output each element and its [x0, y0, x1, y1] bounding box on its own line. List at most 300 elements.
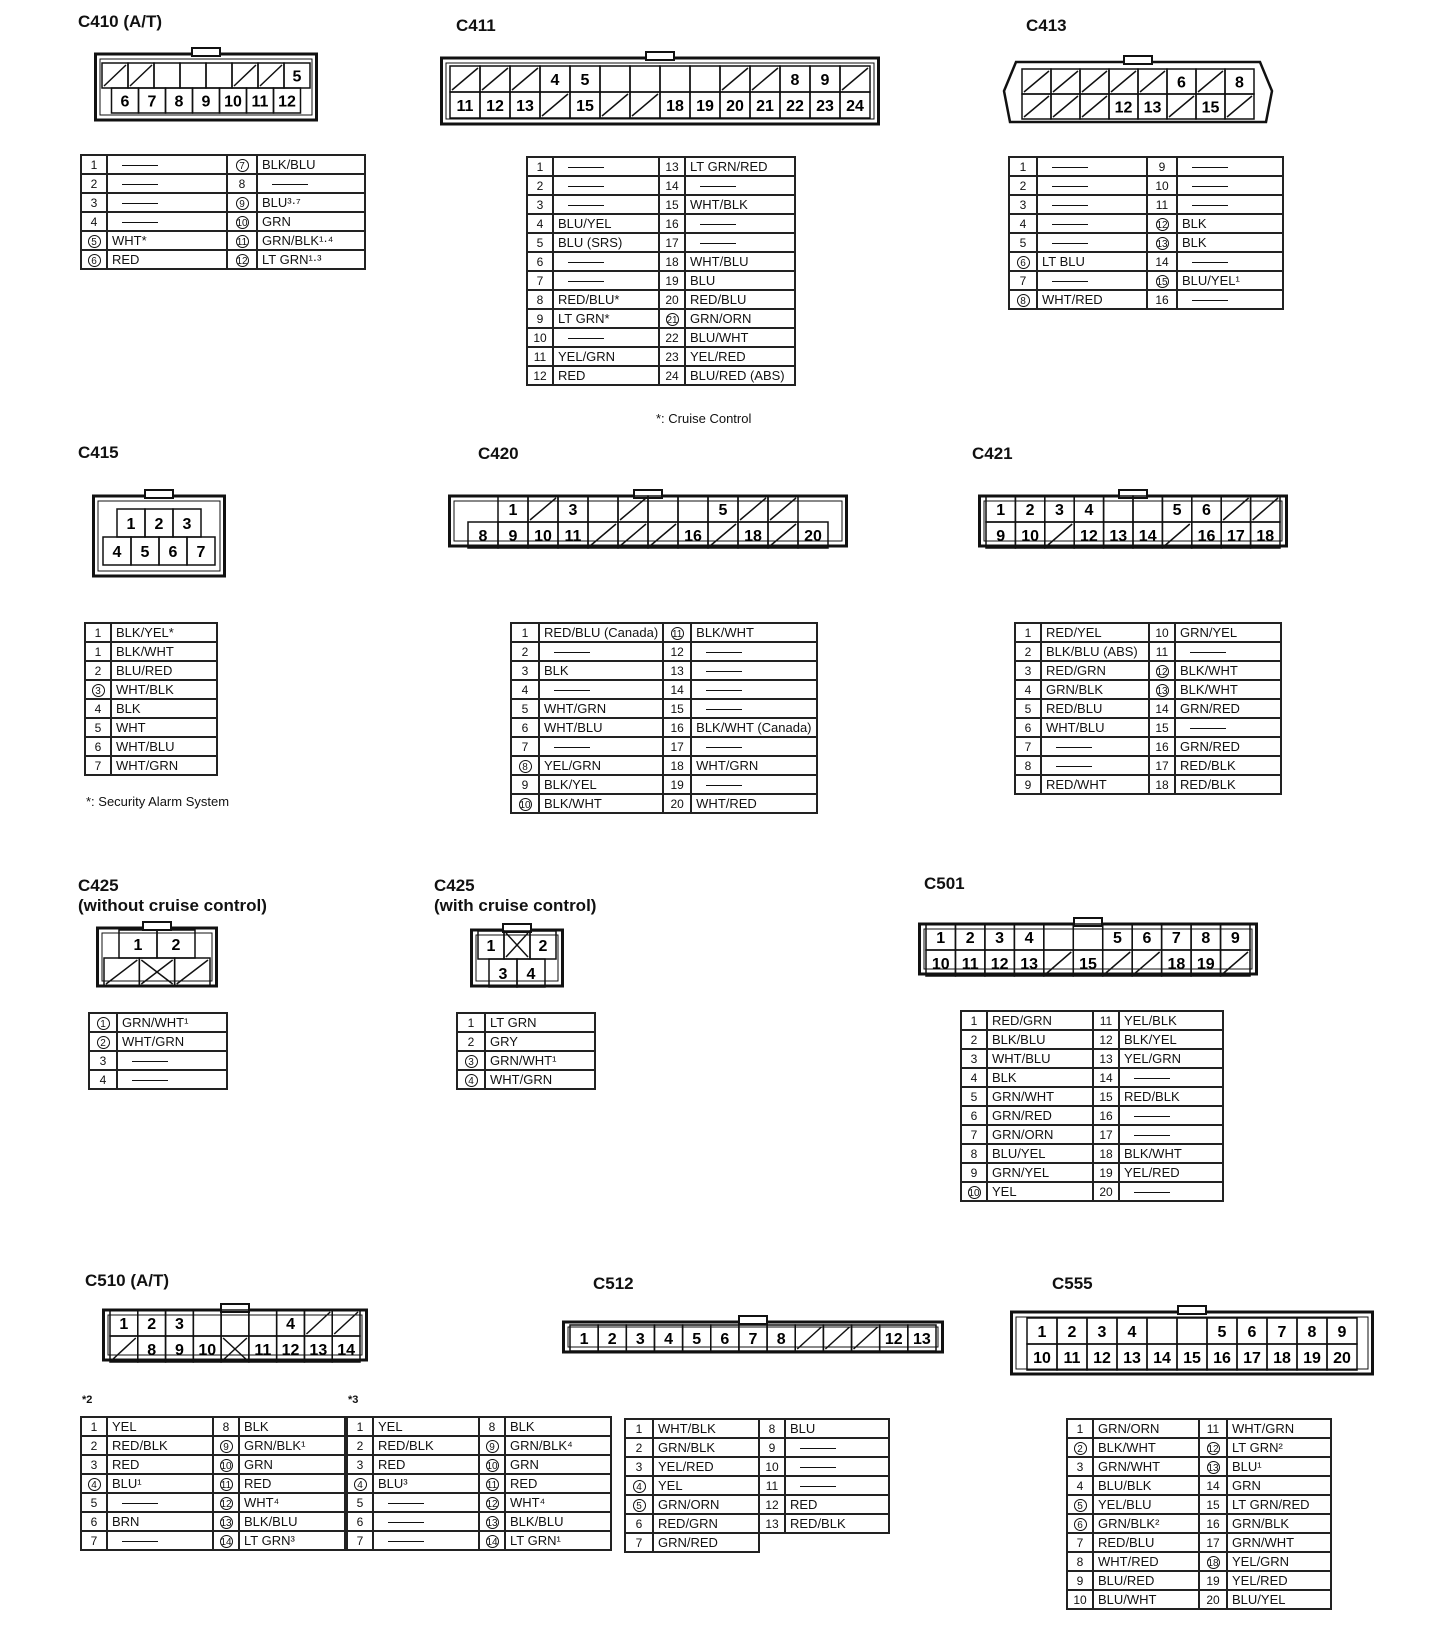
wire-color: BLU³·⁷: [257, 193, 365, 212]
wire-color: GRN/YEL: [987, 1163, 1093, 1182]
wire-color: BLK/WHT: [1175, 661, 1281, 680]
c425a-svg: [96, 922, 218, 988]
pin-number: 9: [759, 1438, 785, 1457]
pin-number: 3: [81, 193, 107, 212]
wire-color: [1177, 157, 1283, 176]
pin-number: 10: [759, 1457, 785, 1476]
wire-color: BLU/WHT: [685, 328, 795, 347]
cavity-number: 9: [508, 528, 518, 545]
wire-color: LT BLU: [1037, 252, 1147, 271]
pin-number: 8: [227, 174, 257, 193]
wire-color: WHT/GRN: [539, 699, 663, 718]
pin-number-circled: 10: [968, 1187, 980, 1199]
no-wire-dash: [122, 184, 158, 185]
connector-latch: [739, 1316, 767, 1324]
wire-color: BLK: [539, 661, 663, 680]
pin-number: 3: [1067, 1457, 1093, 1476]
pin-number: [511, 794, 539, 813]
no-wire-dash: [568, 281, 604, 282]
pin-number: [1199, 1457, 1227, 1476]
pin-number: 6: [527, 252, 553, 271]
wire-color: WHT/BLK: [685, 195, 795, 214]
pin-row: [961, 1144, 1223, 1163]
wire-color: [117, 1051, 227, 1070]
cavity-number: 18: [1167, 956, 1186, 973]
cavity-number: 17: [1227, 528, 1245, 545]
unused-cavity-mark: [1198, 71, 1223, 92]
pin-number: 5: [81, 1493, 107, 1512]
pin-number: [347, 1474, 373, 1493]
pin-number: 3: [347, 1455, 373, 1474]
empty-cell: [759, 1533, 785, 1552]
pin-row: [527, 252, 795, 271]
c415-title: C415: [78, 443, 119, 462]
unused-cavity-mark: [112, 1338, 136, 1360]
cavity-number: 18: [1256, 528, 1275, 545]
wire-color: WHT/GRN: [117, 1032, 227, 1051]
pin-row: [961, 1087, 1223, 1106]
cavity-number: 3: [1097, 1324, 1107, 1341]
unused-cavity-mark: [542, 94, 568, 116]
pin-number: 1: [457, 1013, 485, 1032]
cavity-number: 13: [1109, 528, 1128, 545]
unused-cavity-mark: [752, 68, 778, 90]
wire-color: YEL/GRN: [539, 756, 663, 775]
wire-color: GRN/ORN: [685, 309, 795, 328]
pin-number: [227, 155, 257, 174]
c510-pin-table-2: [80, 1416, 346, 1551]
pin-number-circled: 14: [220, 1536, 232, 1548]
no-wire-dash: [568, 205, 604, 206]
connector-latch: [1124, 56, 1152, 64]
pin-number: [213, 1531, 239, 1550]
pin-cavity: [1147, 1318, 1177, 1344]
pin-row: [457, 1070, 595, 1089]
pin-row: [625, 1457, 889, 1476]
pin-number-circled: 6: [1017, 256, 1030, 269]
pin-number: 5: [511, 699, 539, 718]
wire-color: LT GRN¹·³: [257, 250, 365, 269]
pin-cavity: [648, 496, 678, 522]
c425b-connector-face: [470, 924, 564, 988]
wire-color: RED/BLK: [1175, 775, 1281, 794]
pin-number: 4: [89, 1070, 117, 1089]
pin-row: [527, 366, 795, 385]
wire-color: BLK/WHT: [1175, 680, 1281, 699]
pin-row: [511, 680, 817, 699]
pin-row: [527, 309, 795, 328]
pin-cavity: [1177, 1318, 1207, 1344]
wire-color: GRN/WHT: [1227, 1533, 1331, 1552]
wire-color: LT GRN: [485, 1013, 595, 1032]
pin-number: [81, 250, 107, 269]
no-wire-dash: [1134, 1192, 1170, 1193]
pin-row: [1009, 233, 1283, 252]
c420-pin-table: [510, 622, 818, 814]
cavity-number: 8: [1307, 1324, 1317, 1341]
pin-number: [625, 1476, 653, 1495]
cavity-number: 12: [281, 1342, 300, 1359]
cavity-number: 10: [931, 956, 950, 973]
cavity-number: 5: [1172, 502, 1182, 519]
wire-color: [1119, 1068, 1223, 1087]
cavity-number: 2: [607, 1331, 617, 1348]
pin-number: 8: [961, 1144, 987, 1163]
pin-row: [1015, 699, 1281, 718]
wire-color: BLU/RED (ABS): [685, 366, 795, 385]
unused-cavity-mark: [234, 65, 256, 86]
cavity-number: 1: [486, 938, 496, 955]
unused-cavity-mark: [177, 960, 208, 984]
pin-number: 7: [85, 756, 111, 775]
wire-color: YEL/GRN: [1227, 1552, 1331, 1571]
wire-color: [553, 271, 659, 290]
pin-number-circled: 4: [633, 1480, 646, 1493]
pin-number: 9: [1015, 775, 1041, 794]
pin-row: [1009, 252, 1283, 271]
no-wire-dash: [122, 165, 158, 166]
wire-color: RED: [785, 1495, 889, 1514]
wire-color: BLU¹: [107, 1474, 213, 1493]
cavity-number: 13: [1123, 1350, 1141, 1367]
cavity-number: 4: [1084, 502, 1094, 519]
pin-row: [625, 1419, 889, 1438]
pin-number-circled: 11: [671, 628, 683, 640]
pin-row: [1067, 1514, 1331, 1533]
wire-color: YEL/RED: [685, 347, 795, 366]
pin-row: [85, 699, 217, 718]
cavity-number: 10: [1021, 528, 1039, 545]
pin-cavity: [1044, 924, 1073, 950]
wire-color: GRN/WHT: [987, 1087, 1093, 1106]
pin-number: [457, 1051, 485, 1070]
pin-row: [81, 1531, 345, 1550]
cavity-number: 3: [182, 516, 192, 533]
cavity-number: 1: [996, 502, 1006, 519]
no-wire-dash: [706, 671, 742, 672]
unused-cavity-mark: [482, 68, 508, 90]
wire-color: [1175, 642, 1281, 661]
pin-number: 4: [81, 212, 107, 231]
pin-number: 9: [1147, 157, 1177, 176]
wire-color: WHT/RED: [691, 794, 816, 813]
wire-color: WHT/BLK: [111, 680, 217, 699]
pin-number: 1: [81, 155, 107, 174]
wire-color: [1041, 756, 1149, 775]
wire-color: RED/BLK: [373, 1436, 479, 1455]
pin-number: 5: [961, 1087, 987, 1106]
pin-cavity: [221, 1310, 249, 1336]
unused-cavity-mark: [1105, 952, 1130, 974]
cavity-number: 12: [278, 93, 296, 111]
wire-color: [1177, 252, 1283, 271]
wire-color: RED/YEL: [1041, 623, 1149, 642]
wire-color: WHT/GRN: [485, 1070, 595, 1089]
cavity-number: 9: [201, 93, 211, 111]
pin-number: [961, 1182, 987, 1201]
wire-color: [117, 1070, 227, 1089]
cavity-number: 1: [936, 930, 946, 947]
pin-row: [961, 1106, 1223, 1125]
c510-title: C510 (A/T): [85, 1271, 170, 1290]
connector-latch: [221, 1304, 249, 1312]
pin-number: 8: [479, 1417, 505, 1436]
pin-row: [527, 176, 795, 195]
cavity-number: 20: [726, 98, 744, 115]
pin-number: [625, 1495, 653, 1514]
connector-latch: [192, 48, 220, 56]
no-wire-dash: [800, 1467, 836, 1468]
wire-color: BLU/YEL: [1227, 1590, 1331, 1609]
pin-row: [1009, 214, 1283, 233]
pin-number: 12: [663, 642, 691, 661]
c421-pin-table: [1014, 622, 1282, 795]
wire-color: YEL/GRN: [553, 347, 659, 366]
pin-number: [1067, 1438, 1093, 1457]
cavity-number: 9: [174, 1342, 184, 1359]
wire-color: BLU/YEL: [987, 1144, 1093, 1163]
cavity-number: 20: [1333, 1350, 1351, 1367]
pin-number: 13: [759, 1514, 785, 1533]
pin-number-circled: 9: [236, 197, 249, 210]
wire-color: BLK/YEL: [1119, 1030, 1223, 1049]
no-wire-dash: [132, 1061, 168, 1062]
cavity-number: 11: [1063, 1350, 1081, 1367]
pin-number: 5: [85, 718, 111, 737]
wire-color: YEL/BLK: [1119, 1011, 1223, 1030]
wire-color: BRN: [107, 1512, 213, 1531]
pin-number-circled: 12: [220, 1498, 232, 1510]
unused-cavity-mark: [1164, 524, 1189, 546]
unused-cavity-mark: [1082, 71, 1107, 92]
wire-color: GRN/BLK¹: [239, 1436, 345, 1455]
pin-number: 19: [663, 775, 691, 794]
wire-color: [1037, 176, 1147, 195]
pin-number: 7: [625, 1533, 653, 1552]
pin-row: [89, 1070, 227, 1089]
wire-color: WHT: [111, 718, 217, 737]
wire-color: RED/BLU: [1093, 1533, 1199, 1552]
pin-number: 4: [527, 214, 553, 233]
cavity-number: 2: [154, 516, 164, 533]
c512-connector-face: [562, 1316, 944, 1354]
wire-color: BLU/RED: [1093, 1571, 1199, 1590]
pin-number: 8: [1015, 756, 1041, 775]
wire-color: YEL/RED: [1119, 1163, 1223, 1182]
wire-color: GRY: [485, 1032, 595, 1051]
wire-color: LT GRN/RED: [1227, 1495, 1331, 1514]
wire-color: LT GRN²: [1227, 1438, 1331, 1457]
wire-color: BLU³: [373, 1474, 479, 1493]
unused-cavity-mark: [602, 94, 628, 116]
pin-number: [213, 1455, 239, 1474]
wire-color: WHT⁴: [505, 1493, 611, 1512]
pin-row: [85, 718, 217, 737]
wire-color: WHT/RED: [1093, 1552, 1199, 1571]
pin-number: [479, 1474, 505, 1493]
c510-svg: [102, 1304, 368, 1362]
pin-number-circled: 12: [486, 1498, 498, 1510]
wire-color: GRN/WHT: [1093, 1457, 1199, 1476]
unused-cavity-mark: [842, 68, 868, 90]
c411-svg: [440, 52, 880, 126]
wire-color: [691, 699, 816, 718]
cavity-number: 13: [1020, 956, 1038, 973]
pin-row: [81, 231, 365, 250]
wire-color: BLK/WHT: [539, 794, 663, 813]
wire-color: [1175, 718, 1281, 737]
cavity-number: 6: [168, 544, 178, 561]
cavity-number: 2: [965, 930, 975, 947]
pin-number: 6: [347, 1512, 373, 1531]
cavity-number: 8: [478, 528, 488, 545]
pin-number: [81, 1474, 107, 1493]
pin-row: [1067, 1476, 1331, 1495]
wire-color: RED/GRN: [987, 1011, 1093, 1030]
pin-row: [1067, 1552, 1331, 1571]
pin-row: [81, 212, 365, 231]
pin-number: 8: [527, 290, 553, 309]
pin-number-circled: 3: [465, 1055, 478, 1068]
no-wire-dash: [1134, 1135, 1170, 1136]
pin-number: 2: [511, 642, 539, 661]
wire-color: GRN: [505, 1455, 611, 1474]
pin-number: 1: [1015, 623, 1041, 642]
pin-number-circled: 8: [1017, 294, 1030, 307]
cavity-number: 19: [1196, 956, 1215, 973]
pin-number: 16: [1149, 737, 1175, 756]
pin-number: 7: [511, 737, 539, 756]
wire-color: WHT/GRN: [1227, 1419, 1331, 1438]
pin-number: 5: [1009, 233, 1037, 252]
pin-number-circled: 13: [486, 1517, 498, 1529]
pin-number: [227, 193, 257, 212]
wire-color: GRN/BLK²: [1093, 1514, 1199, 1533]
pin-number: 20: [659, 290, 685, 309]
no-wire-dash: [122, 1541, 158, 1542]
pin-row: [961, 1125, 1223, 1144]
wire-color: RED/BLU: [685, 290, 795, 309]
pin-number: [1147, 271, 1177, 290]
empty-cell: [785, 1533, 889, 1552]
pin-number: [1067, 1495, 1093, 1514]
pin-number: 1: [1009, 157, 1037, 176]
pin-number: 1: [85, 642, 111, 661]
unused-cavity-mark: [825, 1327, 849, 1349]
unused-cavity-mark: [1223, 952, 1248, 974]
pin-cavity: [193, 1310, 221, 1336]
pin-number: 20: [663, 794, 691, 813]
c425a-title: C425: [78, 876, 119, 895]
wire-color: YEL/BLU: [1093, 1495, 1199, 1514]
pin-number: [1009, 252, 1037, 271]
c425a-subtitle: (without cruise control): [78, 896, 267, 915]
cavity-number: 10: [1033, 1350, 1051, 1367]
pin-row: [961, 1182, 1223, 1201]
pin-number: 18: [659, 252, 685, 271]
unused-cavity-mark: [1134, 952, 1159, 974]
cavity-number: 4: [1127, 1324, 1137, 1341]
unused-cavity-mark: [1024, 71, 1049, 92]
pin-number: [511, 756, 539, 775]
pin-cavity: [678, 496, 708, 522]
wire-color: [553, 328, 659, 347]
wire-color: BLK/BLU: [987, 1030, 1093, 1049]
pin-row: [511, 775, 817, 794]
wire-color: [553, 195, 659, 214]
pin-row: [961, 1049, 1223, 1068]
pin-number: 15: [1149, 718, 1175, 737]
pin-number: 3: [1009, 195, 1037, 214]
cavity-number: 15: [576, 98, 594, 115]
c421-svg: [978, 490, 1288, 548]
connector-latch: [145, 490, 173, 498]
cavity-number: 9: [820, 72, 830, 89]
wire-color: [685, 176, 795, 195]
pin-number: 1: [1067, 1419, 1093, 1438]
wire-color: BLK/BLU: [257, 155, 365, 174]
cavity-number: 17: [1243, 1350, 1261, 1367]
no-wire-dash: [1052, 224, 1088, 225]
pin-number: 10: [1067, 1590, 1093, 1609]
wire-color: [107, 174, 227, 193]
wire-color: BLU (SRS): [553, 233, 659, 252]
pin-number: 18: [1093, 1144, 1119, 1163]
cavity-number: 7: [1277, 1324, 1287, 1341]
no-wire-dash: [132, 1080, 168, 1081]
wire-color: [1037, 157, 1147, 176]
no-wire-dash: [1052, 281, 1088, 282]
cavity-number: 12: [1114, 99, 1133, 117]
wire-color: BLK/WHT: [111, 642, 217, 661]
pin-cavity: [588, 496, 618, 522]
pin-number-circled: 12: [1156, 666, 1168, 678]
pin-number: 16: [663, 718, 691, 737]
pin-cavity: [1133, 496, 1162, 522]
no-wire-dash: [568, 262, 604, 263]
wire-color: [1037, 214, 1147, 233]
wire-color: WHT/BLK: [653, 1419, 759, 1438]
pin-row: [527, 195, 795, 214]
pin-row: [81, 1493, 345, 1512]
wire-color: YEL/GRN: [1119, 1049, 1223, 1068]
pin-number: 24: [659, 366, 685, 385]
pin-number-circled: 11: [236, 236, 248, 248]
pin-row: [1015, 642, 1281, 661]
pin-row: [527, 271, 795, 290]
pin-number: 2: [347, 1436, 373, 1455]
pin-number: 7: [1015, 737, 1041, 756]
pin-number: [89, 1013, 117, 1032]
pin-number: 3: [527, 195, 553, 214]
wire-color: RED: [505, 1474, 611, 1493]
cavity-number: 1: [119, 1316, 129, 1333]
c425a-pin-table: [88, 1012, 228, 1090]
wire-color: GRN/WHT¹: [117, 1013, 227, 1032]
pin-row: [85, 623, 217, 642]
pin-number: 2: [85, 661, 111, 680]
wire-color: GRN/BLK¹·⁴: [257, 231, 365, 250]
pin-row: [527, 157, 795, 176]
cavity-number: 2: [1067, 1324, 1077, 1341]
wire-color: RED/BLU: [1041, 699, 1149, 718]
pin-number: 17: [659, 233, 685, 252]
wire-color: RED: [107, 250, 227, 269]
pin-number: 6: [625, 1514, 653, 1533]
no-wire-dash: [1134, 1116, 1170, 1117]
wire-color: [1177, 195, 1283, 214]
pin-number: 1: [347, 1417, 373, 1436]
